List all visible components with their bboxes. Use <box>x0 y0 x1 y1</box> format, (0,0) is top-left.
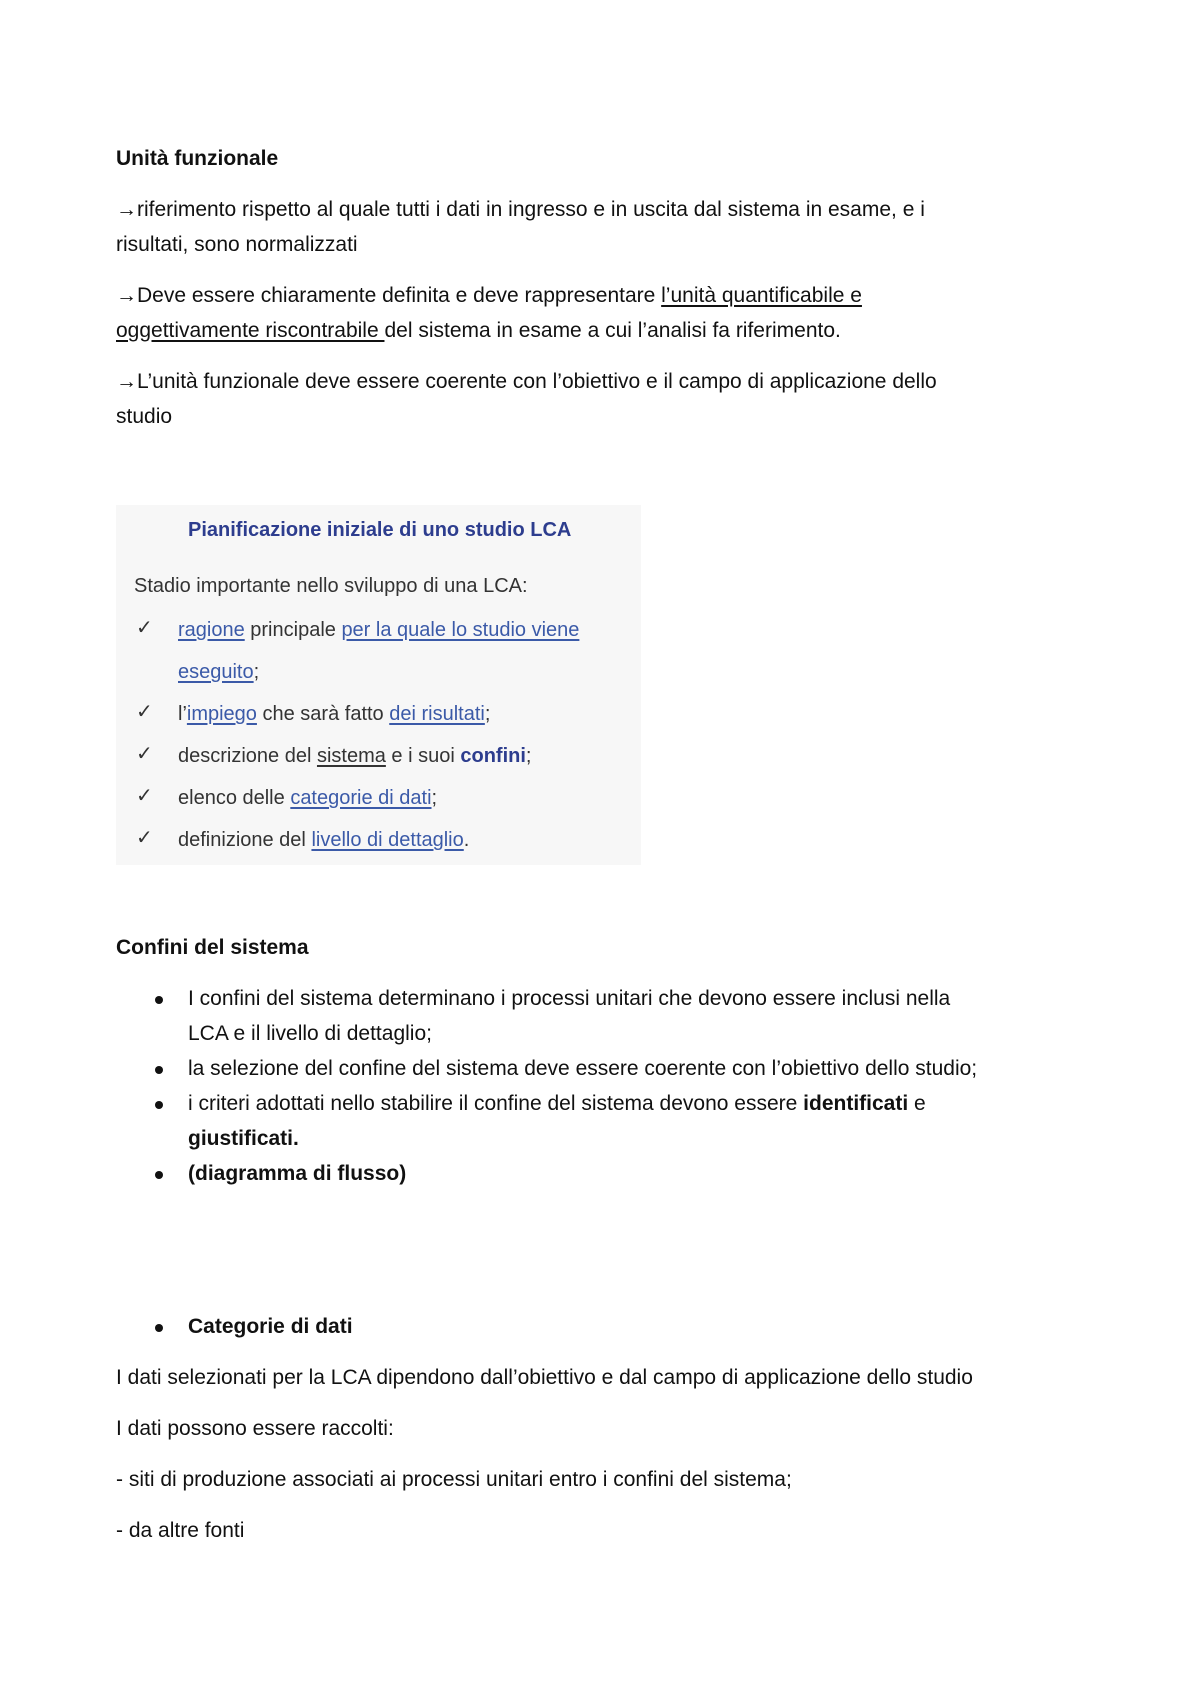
slide-link-text: ragione <box>178 619 245 641</box>
text-segment: →Deve essere chiaramente definita e deve rappresentare <box>116 284 662 307</box>
section-title-categorie: Categorie di dati <box>188 1315 353 1338</box>
text-segment: descrizione del <box>178 745 317 767</box>
slide-list-item-continuation <box>178 657 259 687</box>
slide-list-item <box>178 783 437 813</box>
text-segment: e i suoi <box>385 745 461 767</box>
checkmark-icon: ✓ <box>136 701 153 723</box>
paragraph-line: →riferimento rispetto al quale tutti i dati in ingresso e in uscita dal sistema in esame, e i <box>116 198 925 221</box>
bullet-line: la selezione del confine del sistema deve essere coerente con l’obiettivo dello studio; <box>188 1057 978 1080</box>
section-title-unita-funzionale: Unità funzionale <box>116 147 279 170</box>
slide-link-text: categorie di dati <box>290 787 432 809</box>
slide-list-item <box>178 615 579 645</box>
text-segment: i criteri adottati nello stabilire il confine del sistema devono essere <box>188 1092 804 1115</box>
checkmark-icon: ✓ <box>136 827 153 849</box>
bold-text: confini <box>460 745 526 767</box>
bullet-line <box>188 1087 926 1121</box>
text-segment: e <box>908 1092 926 1115</box>
slide-link-text: dei risultati <box>389 703 485 725</box>
slide-link-text: eseguito <box>178 661 254 683</box>
bold-text: identificati <box>803 1092 909 1115</box>
bullet-line: (diagramma di flusso) <box>188 1162 407 1185</box>
section-title-confini: Confini del sistema <box>116 936 309 959</box>
bullet-icon <box>155 996 163 1004</box>
text-segment: principale <box>244 619 342 641</box>
text-segment: del sistema in esame a cui l’analisi fa riferimento. <box>384 319 841 342</box>
paragraph-line: →L’unità funzionale deve essere coerente con l’obiettivo e il campo di applicazione dello <box>116 370 937 393</box>
text-segment: . <box>463 829 470 851</box>
slide-list-item <box>178 741 531 771</box>
text-segment: ; <box>484 703 491 725</box>
slide-link-text: livello di dettaglio <box>311 829 464 851</box>
slide-link-text: per la quale lo studio viene <box>341 619 580 641</box>
paragraph-line <box>116 314 841 348</box>
paragraph-line <box>116 279 862 313</box>
bullet-icon <box>155 1324 163 1332</box>
text-segment: ; <box>253 661 260 683</box>
slide-title: Pianificazione iniziale di uno studio LCA <box>188 519 572 541</box>
paragraph-line: I dati selezionati per la LCA dipendono dall’obiettivo e dal campo di applicazione dello studio <box>116 1366 973 1389</box>
bullet-line: giustificati. <box>188 1127 299 1150</box>
bullet-icon <box>155 1066 163 1074</box>
bullet-line: LCA e il livello di dettaglio; <box>188 1022 432 1045</box>
slide-list-item <box>178 699 490 729</box>
underlined-text: oggettivamente riscontrabile <box>116 319 385 342</box>
checkmark-icon: ✓ <box>136 785 153 807</box>
paragraph-line: - siti di produzione associati ai processi unitari entro i confini del sistema; <box>116 1468 792 1491</box>
text-segment: elenco delle <box>178 787 291 809</box>
bullet-icon <box>155 1101 163 1109</box>
underlined-text: l’unità quantificabile e <box>661 284 862 307</box>
paragraph-line: studio <box>116 405 173 428</box>
checkmark-icon: ✓ <box>136 743 153 765</box>
text-segment: l’ <box>178 703 187 725</box>
slide-intro: Stadio importante nello sviluppo di una LCA: <box>134 575 528 597</box>
text-segment: ; <box>525 745 532 767</box>
slide-link-text: impiego <box>186 703 257 725</box>
embedded-slide-image <box>116 505 641 865</box>
text-segment: che sarà fatto <box>256 703 390 725</box>
paragraph-line: risultati, sono normalizzati <box>116 233 358 256</box>
checkmark-icon: ✓ <box>136 617 153 639</box>
underlined-text: sistema <box>316 745 386 767</box>
slide-list-item <box>178 825 469 855</box>
bullet-line: I confini del sistema determinano i processi unitari che devono essere inclusi nella <box>188 987 951 1010</box>
bullet-icon <box>155 1171 163 1179</box>
paragraph-line: I dati possono essere raccolti: <box>116 1417 394 1440</box>
text-segment: ; <box>431 787 438 809</box>
paragraph-line: - da altre fonti <box>116 1519 245 1542</box>
text-segment: definizione del <box>178 829 312 851</box>
